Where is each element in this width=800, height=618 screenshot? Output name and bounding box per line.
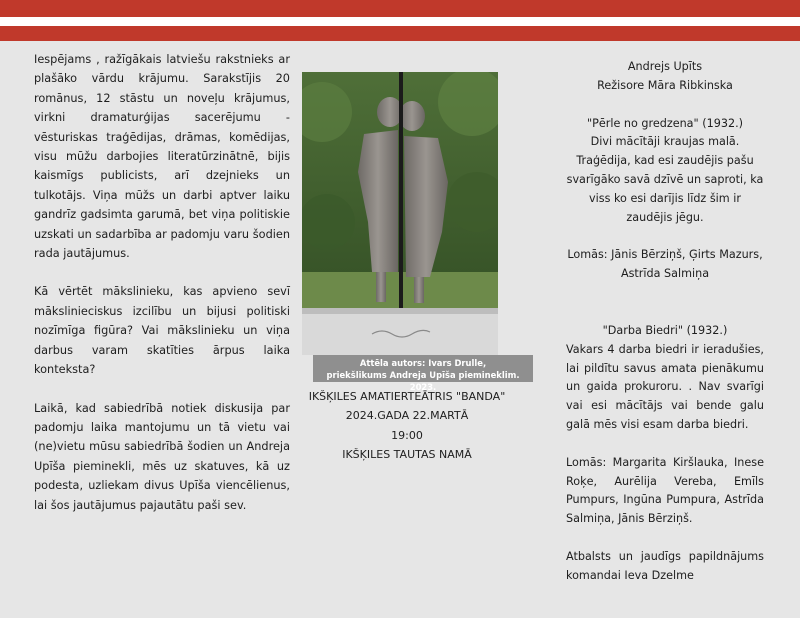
intro-paragraph: Iespējams , ražīgākais latviešu rakstnieks ar plašāko vārdu krājumu. Sarakstījis 20 romānus, 12 stāstu un noveļu krājumus, virkni dramaturģijas sacerējumu - vēsturiskas traģēdijas, drāmas, komēdijas, visu mūžu darbojies literatūrzinātnē, bijis kaismīgs publicists, arī dzejnieks un tulkotājs. Viņa mūžs un darbi aptver laiku gandrīz gadsimta garumā, bet viņa politiskie uzskati un sadarbība ar padomju varu šodien rada jautājumus. — [34, 53, 290, 261]
event-date: 2024.GADA 22.MARTĀ — [345, 409, 469, 423]
play1-description: Divi mācītāji kraujas malā. Traģēdija, kad esi zaudējis pašu svarīgāko savā dzīvē un saproti, ka viss ko esi darījis līdz šim ir zaudējis jēgu. — [566, 135, 764, 224]
top-white-stripe — [0, 17, 800, 26]
caption-line-2: priekšlikums Andreja Upīša piemineklim. 2023. — [326, 370, 520, 392]
monument-photo — [302, 72, 498, 355]
play2-cast: Lomās: Margarita Kiršlauka, Inese Roķe, Aurēlija Vereba, Emīls Pumpurs, Ingūna Pumpura, Astrīda Salmiņa, Jānis Bērziņš. — [566, 455, 764, 526]
caption-line-1: Attēla autors: Ivars Drulle, — [359, 358, 487, 368]
question-paragraph: Kā vērtēt mākslinieku, kas apvieno sevī mākslinieciskus izcilību un bijusi politiski nozīmīga figūra? Vai mākslinieku un viņa darbus varam skatīties ārpus laika konteksta? — [34, 285, 290, 377]
monument-illustration — [302, 72, 498, 355]
photo-caption — [313, 355, 533, 392]
play2-description: Vakars 4 darba biedri ir ieradušies, lai pildītu savus amata pienākumu un gaida prokuroru. . Nav svarīgi vai esi mācītājs vai bende galu galā mēs visi esam darba biedri. — [566, 342, 764, 431]
author-name: Andrejs Upīts — [627, 60, 703, 73]
support-credit: Atbalsts un jaudīgs papildnājums komandai Ieva Dzelme — [566, 549, 764, 582]
play1-title: "Pērle no gredzena" (1932.) — [586, 116, 743, 130]
context-paragraph: Laikā, kad sabiedrībā notiek diskusija par padomju laika mantojumu un tā vietu vai (ne)vietu mūsu sabiedrībā šodien un Andreja Upīša pieminekli, mēs uz skatuves, kā uz podesta, uzliekam divus Upīša viencēlienus, lai šos jautājumus pajautātu paši sev. — [34, 401, 290, 512]
left-column — [34, 50, 290, 534]
right-column — [566, 58, 764, 586]
theatre-group: IKŠĶILES AMATIERTEĀTRIS "BANDA" — [308, 390, 506, 403]
play2-title: "Darba Biedri" (1932.) — [602, 323, 728, 337]
event-info — [302, 387, 512, 465]
director-name: Režisore Māra Ribkinska — [597, 78, 733, 92]
event-time: 19:00 — [391, 428, 423, 442]
play1-cast: Lomās: Jānis Bērziņš, Ģirts Mazurs, Astrīda Salmiņa — [567, 248, 763, 281]
event-venue: IKŠĶILES TAUTAS NAMĀ — [342, 448, 472, 462]
top-red-stripe — [0, 0, 800, 17]
top-red-stripe-lower — [0, 26, 800, 41]
